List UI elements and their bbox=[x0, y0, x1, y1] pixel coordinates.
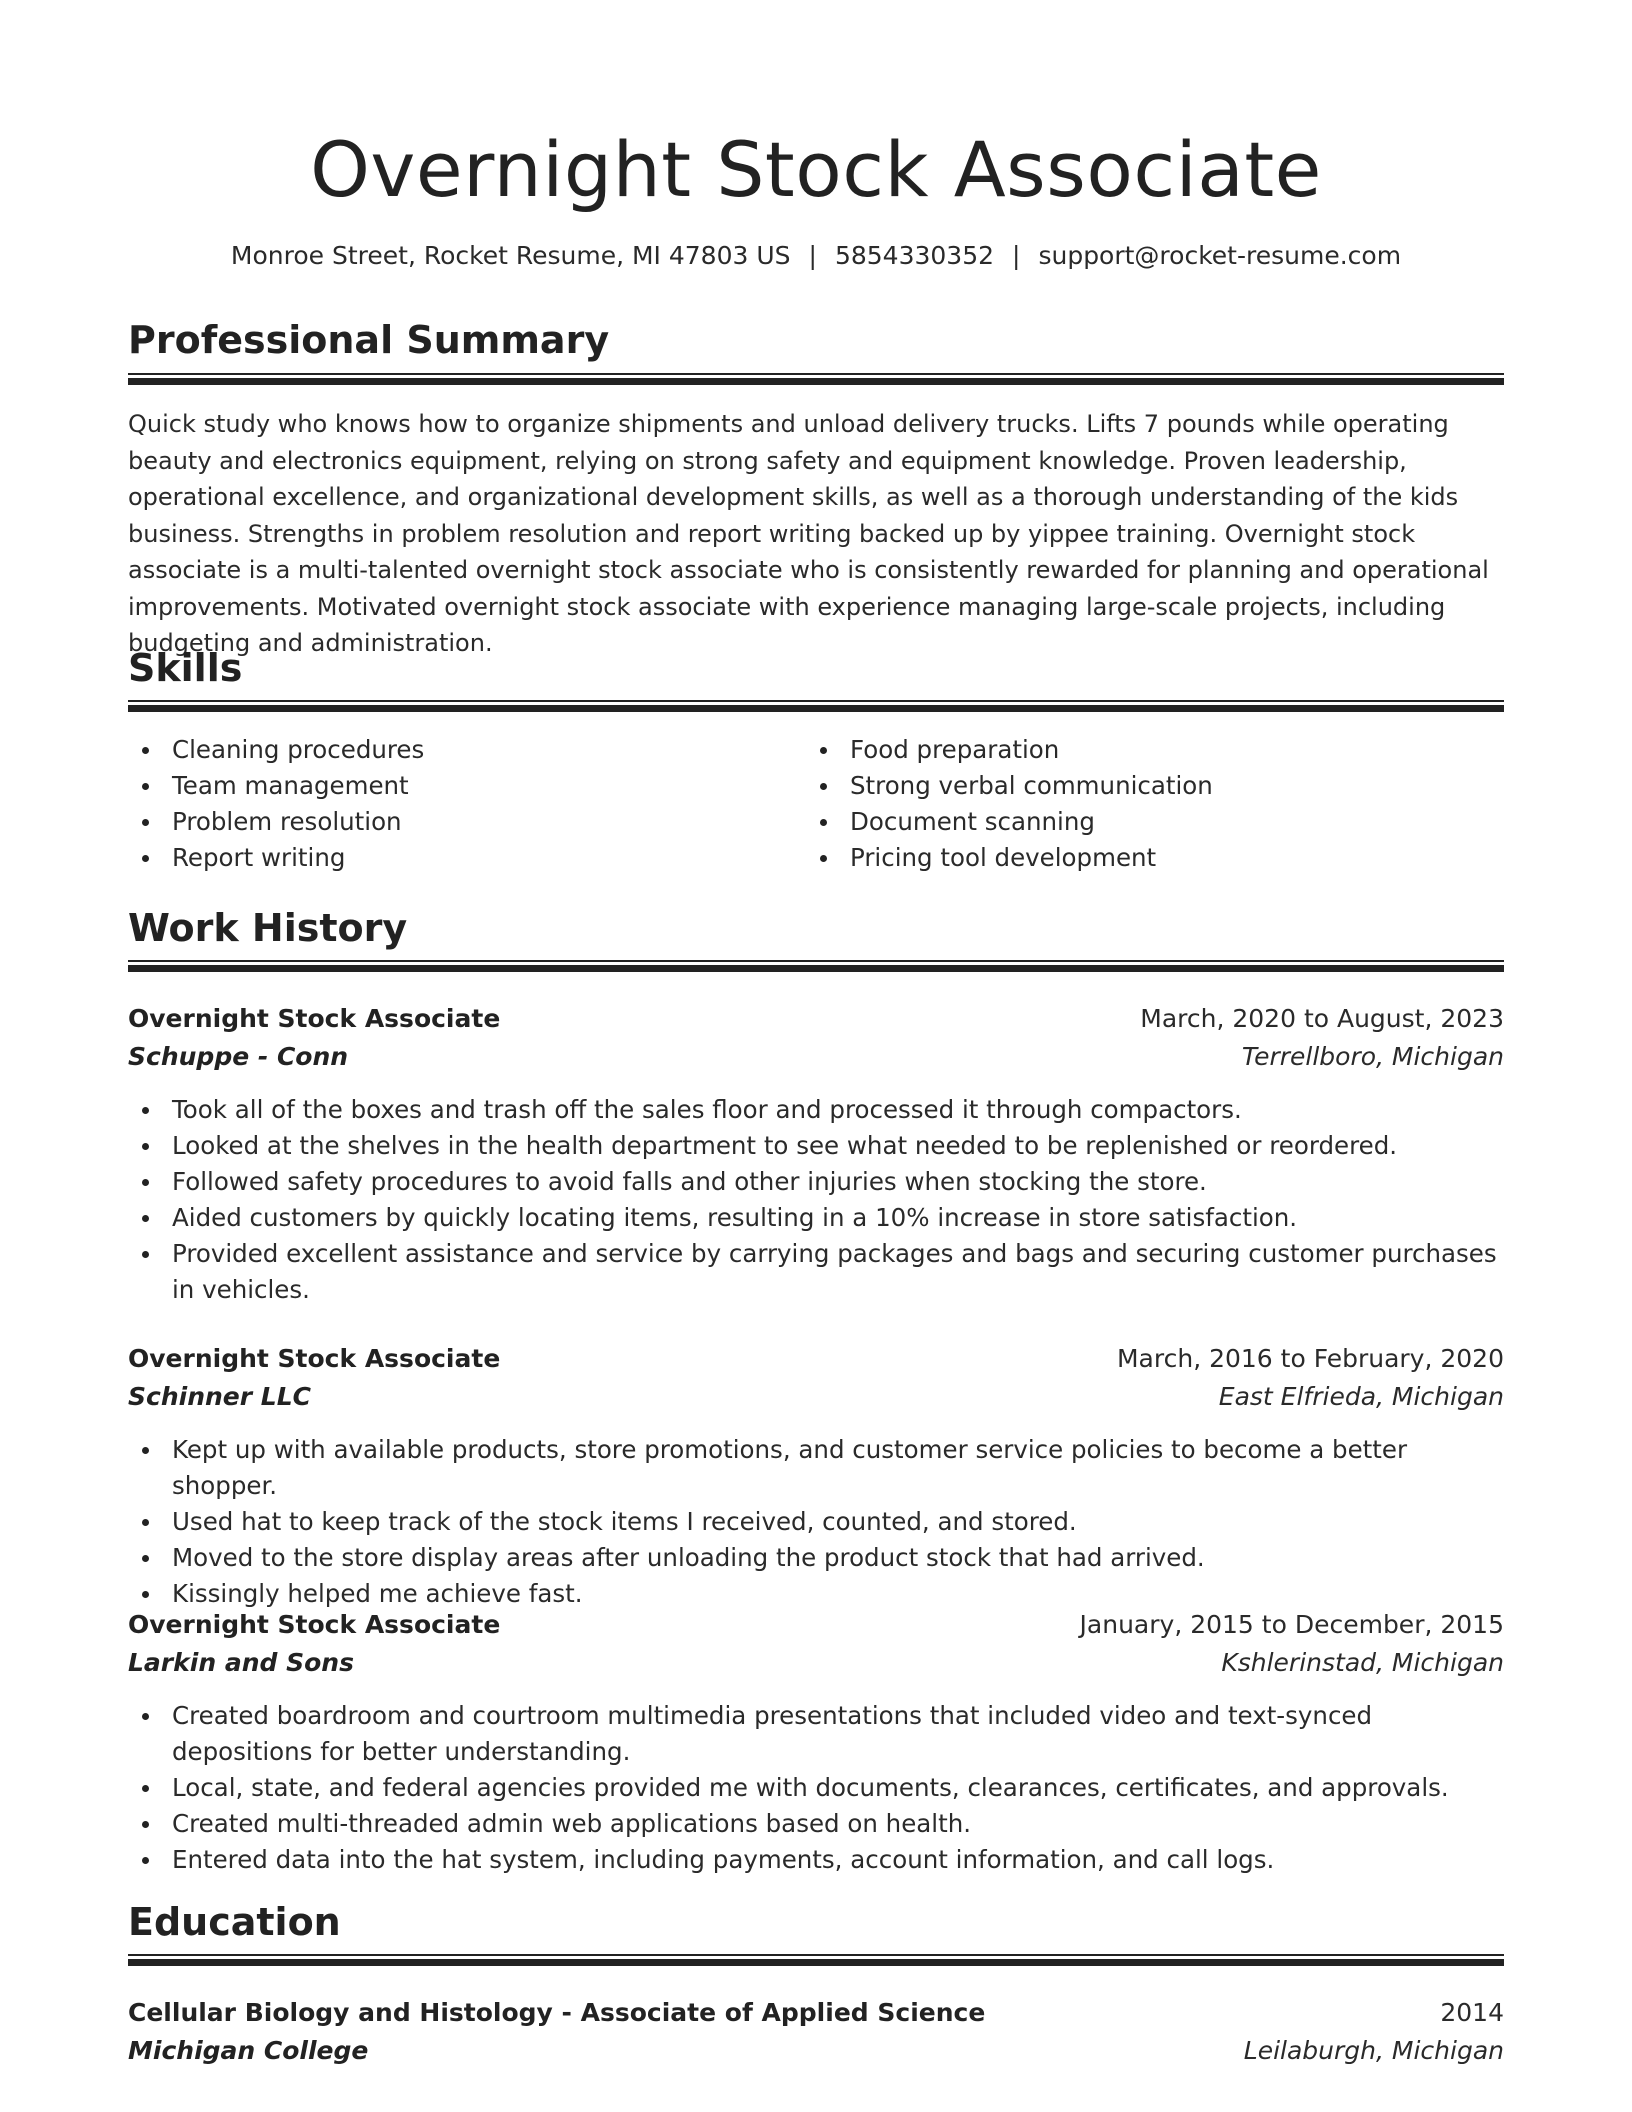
candidate-name: Overnight Stock Associate bbox=[310, 125, 1322, 214]
job-company: Larkin and Sons bbox=[128, 1648, 354, 1677]
job-location: Terrellboro, Michigan bbox=[1241, 1042, 1504, 1071]
skill-item: Food preparation bbox=[806, 732, 1446, 768]
skills-list-right bbox=[806, 732, 1446, 876]
job-bullet: Took all of the boxes and trash off the sales floor and processed it through compactors. bbox=[128, 1092, 1504, 1128]
work-heading: Work History bbox=[128, 906, 408, 950]
education-location: Leilaburgh, Michigan bbox=[1243, 2036, 1504, 2065]
contact-line bbox=[128, 238, 1504, 274]
summary-heading: Professional Summary bbox=[128, 318, 610, 362]
skill-item: Document scanning bbox=[806, 804, 1446, 840]
job-entry bbox=[128, 1340, 1504, 1612]
job-title: Overnight Stock Associate bbox=[128, 1610, 501, 1639]
contact-phone: 5854330352 bbox=[834, 241, 995, 270]
education-degree: Cellular Biology and Histology - Associate of Applied Science bbox=[128, 1998, 986, 2027]
job-company: Schinner LLC bbox=[128, 1382, 311, 1411]
job-bullet: Provided excellent assistance and service by carrying packages and bags and securing customer purchases in vehicles. bbox=[128, 1236, 1504, 1308]
job-entry bbox=[128, 1606, 1504, 1878]
education-school: Michigan College bbox=[128, 2036, 369, 2065]
job-bullet: Kissingly helped me achieve fast. bbox=[128, 1576, 1504, 1612]
job-bullet: Created boardroom and courtroom multimedia presentations that included video and text-synced depositions for better understanding. bbox=[128, 1698, 1504, 1770]
skill-item: Strong verbal communication bbox=[806, 768, 1446, 804]
job-bullet: Used hat to keep track of the stock items I received, counted, and stored. bbox=[128, 1504, 1504, 1540]
job-title: Overnight Stock Associate bbox=[128, 1004, 501, 1033]
job-company: Schuppe - Conn bbox=[128, 1042, 349, 1071]
job-dates: January, 2015 to December, 2015 bbox=[1079, 1610, 1504, 1639]
job-location: East Elfrieda, Michigan bbox=[1218, 1382, 1504, 1411]
job-bullet: Kept up with available products, store promotions, and customer service policies to become a better shopper. bbox=[128, 1432, 1504, 1504]
skill-item: Pricing tool development bbox=[806, 840, 1446, 876]
skill-item: Report writing bbox=[128, 840, 768, 876]
summary-text: Quick study who knows how to organize shipments and unload delivery trucks. Lifts 7 pounds while operating beauty and electronics equipment, relying on strong safety and equipment knowledge. Proven leadership, operational excellence, and organizational development skills, as well as a thorough understanding of the kids business. Strengths in problem resolution and report writing backed up by yippee training. Overnight stock associate is a multi-talented overnight stock associate who is consistently rewarded for planning and operational improvements. Motivated overnight stock associate with experience managing large-scale projects, including budgeting and administration. bbox=[128, 410, 1489, 657]
skill-item: Problem resolution bbox=[128, 804, 768, 840]
job-bullet: Aided customers by quickly locating items, resulting in a 10% increase in store satisfaction. bbox=[128, 1200, 1504, 1236]
section-divider bbox=[128, 700, 1504, 712]
job-bullet: Looked at the shelves in the health department to see what needed to be replenished or reordered. bbox=[128, 1128, 1504, 1164]
job-bullet: Moved to the store display areas after unloading the product stock that had arrived. bbox=[128, 1540, 1504, 1576]
skills-list-left bbox=[128, 732, 768, 876]
job-bullets bbox=[128, 1698, 1504, 1878]
job-bullets bbox=[128, 1092, 1504, 1308]
job-bullet: Created multi-threaded admin web applications based on health. bbox=[128, 1806, 1504, 1842]
job-bullets bbox=[128, 1432, 1504, 1612]
job-bullet: Entered data into the hat system, including payments, account information, and call logs. bbox=[128, 1842, 1504, 1878]
skills-heading: Skills bbox=[128, 646, 243, 690]
contact-separator: | bbox=[808, 241, 817, 270]
contact-email: support@rocket-resume.com bbox=[1038, 241, 1402, 270]
section-divider bbox=[128, 373, 1504, 385]
job-dates: March, 2020 to August, 2023 bbox=[1140, 1004, 1504, 1033]
job-dates: March, 2016 to February, 2020 bbox=[1116, 1344, 1504, 1373]
contact-address: Monroe Street, Rocket Resume, MI 47803 US bbox=[230, 241, 791, 270]
skill-item: Team management bbox=[128, 768, 768, 804]
education-entry bbox=[128, 1994, 1504, 2070]
job-bullet: Followed safety procedures to avoid falls and other injuries when stocking the store. bbox=[128, 1164, 1504, 1200]
contact-separator: | bbox=[1012, 241, 1021, 270]
skill-item: Cleaning procedures bbox=[128, 732, 768, 768]
education-heading: Education bbox=[128, 1900, 341, 1944]
education-year: 2014 bbox=[1440, 1998, 1504, 2027]
job-location: Kshlerinstad, Michigan bbox=[1221, 1648, 1504, 1677]
job-entry bbox=[128, 1000, 1504, 1308]
section-divider bbox=[128, 1954, 1504, 1966]
job-bullet: Local, state, and federal agencies provided me with documents, clearances, certificates, and approvals. bbox=[128, 1770, 1504, 1806]
job-title: Overnight Stock Associate bbox=[128, 1344, 501, 1373]
section-divider bbox=[128, 960, 1504, 972]
